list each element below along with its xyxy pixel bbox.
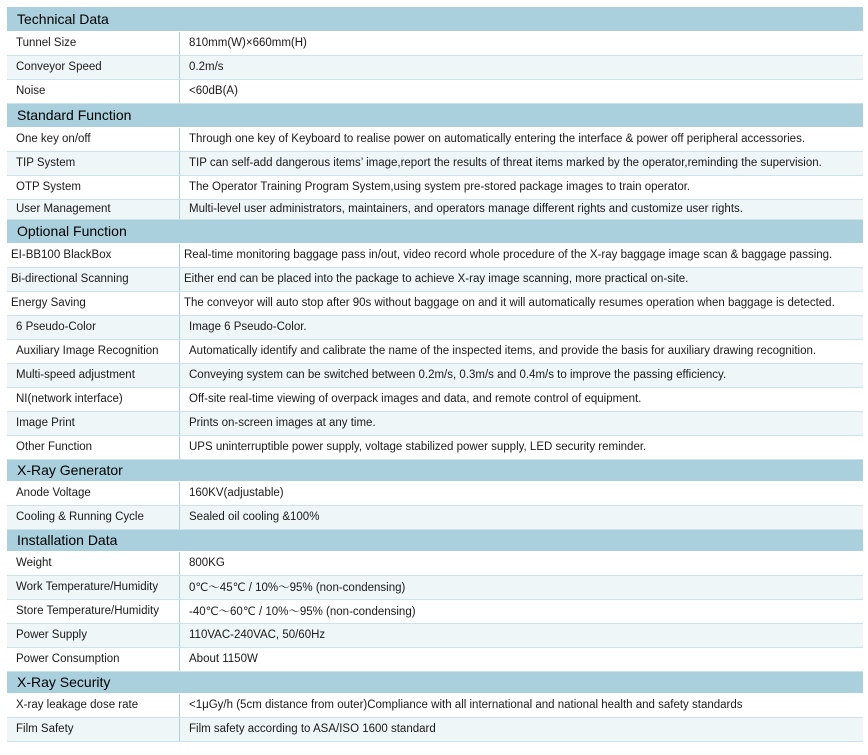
row-label: Store Temperature/Humidity [7,599,180,623]
table-row [7,363,863,387]
section-header-standard-function [7,103,863,127]
row-label: Power Consumption [7,647,180,671]
row-label: Energy Saving [7,291,180,315]
table-row [7,339,863,363]
table-row [7,623,863,647]
table-row [7,505,863,529]
row-label: Noise [7,79,180,103]
row-label: Tunnel Size [7,31,180,55]
row-value: About 1150W [180,647,864,671]
row-label: NI(network interface) [7,387,180,411]
row-value: -40℃～60℃ / 10%～95% (non-condensing) [180,599,864,623]
row-value: Automatically identify and calibrate the name of the inspected items, and provide the basis for auxiliary drawing recognition. [180,339,864,363]
row-label: Anode Voltage [7,481,180,505]
row-label: Weight [7,551,180,575]
section-header-x-ray-security [7,671,863,693]
table-row [7,575,863,599]
section-header-technical-data [7,7,863,31]
row-label: Power Supply [7,623,180,647]
table-row [7,79,863,103]
section-title: Optional Function [7,219,863,243]
table-row [7,411,863,435]
row-label: Bi-directional Scanning [7,267,180,291]
row-label: TIP System [7,151,180,175]
row-value: Real-time monitoring baggage pass in/out, video record whole procedure of the X-ray baggage image scan & baggage passing. [180,243,864,267]
section-title: X-Ray Security [7,671,863,693]
row-label: User Management [7,199,180,219]
row-value: The conveyor will auto stop after 90s without baggage on and it will automatically resumes operation when baggage is detected. [180,291,864,315]
table-row [7,291,863,315]
row-value: Either end can be placed into the package to achieve X-ray image scanning, more practical on-site. [180,267,864,291]
section-title: Standard Function [7,103,863,127]
row-label: Cooling & Running Cycle [7,505,180,529]
row-label: EI-BB100 BlackBox [7,243,180,267]
spec-table [7,7,863,742]
row-value: Film safety according to ASA/ISO 1600 standard [180,717,864,741]
row-value: 110VAC-240VAC, 50/60Hz [180,623,864,647]
row-label: 6 Pseudo-Color [7,315,180,339]
row-value: 160KV(adjustable) [180,481,864,505]
table-row [7,31,863,55]
table-row [7,647,863,671]
row-label: Other Function [7,435,180,459]
table-row [7,435,863,459]
row-label: Film Safety [7,717,180,741]
row-label: Auxiliary Image Recognition [7,339,180,363]
row-label: Image Print [7,411,180,435]
section-header-x-ray-generator [7,459,863,481]
table-row [7,717,863,741]
row-label: One key on/off [7,127,180,151]
row-value: Sealed oil cooling &100% [180,505,864,529]
table-row [7,175,863,199]
row-value: The Operator Training Program System,using system pre-stored package images to train operator. [180,175,864,199]
row-value: Multi-level user administrators, maintainers, and operators manage different rights and customize user rights. [180,199,864,219]
table-row [7,481,863,505]
row-value: UPS uninterruptible power supply, voltage stabilized power supply, LED security reminder. [180,435,864,459]
table-row [7,267,863,291]
row-label: OTP System [7,175,180,199]
row-label: Conveyor Speed [7,55,180,79]
row-label: Work Temperature/Humidity [7,575,180,599]
section-header-installation-data [7,529,863,551]
table-row [7,599,863,623]
row-value: 800KG [180,551,864,575]
row-label: Multi-speed adjustment [7,363,180,387]
section-title: X-Ray Generator [7,459,863,481]
table-row [7,151,863,175]
row-value: <60dB(A) [180,79,864,103]
row-value: 0℃～45℃ / 10%～95% (non-condensing) [180,575,864,599]
table-row [7,693,863,717]
row-value: Image 6 Pseudo-Color. [180,315,864,339]
row-value: Off-site real-time viewing of overpack images and data, and remote control of equipment. [180,387,864,411]
row-value: 0.2m/s [180,55,864,79]
section-header-optional-function [7,219,863,243]
row-value: <1μGy/h (5cm distance from outer)Compliance with all international and national health and safety standards [180,693,864,717]
row-value: Conveying system can be switched between 0.2m/s, 0.3m/s and 0.4m/s to improve the passing efficiency. [180,363,864,387]
row-value: TIP can self-add dangerous items’ image,report the results of threat items marked by the operator,reminding the supervision. [180,151,864,175]
table-row [7,243,863,267]
section-title: Technical Data [7,7,863,31]
row-label: X-ray leakage dose rate [7,693,180,717]
table-row [7,315,863,339]
row-value: 810mm(W)×660mm(H) [180,31,864,55]
row-value: Prints on-screen images at any time. [180,411,864,435]
table-row [7,387,863,411]
table-row [7,199,863,219]
table-row [7,127,863,151]
row-value: Through one key of Keyboard to realise power on automatically entering the interface & power off peripheral accessories. [180,127,864,151]
table-row [7,551,863,575]
section-title: Installation Data [7,529,863,551]
table-row [7,55,863,79]
